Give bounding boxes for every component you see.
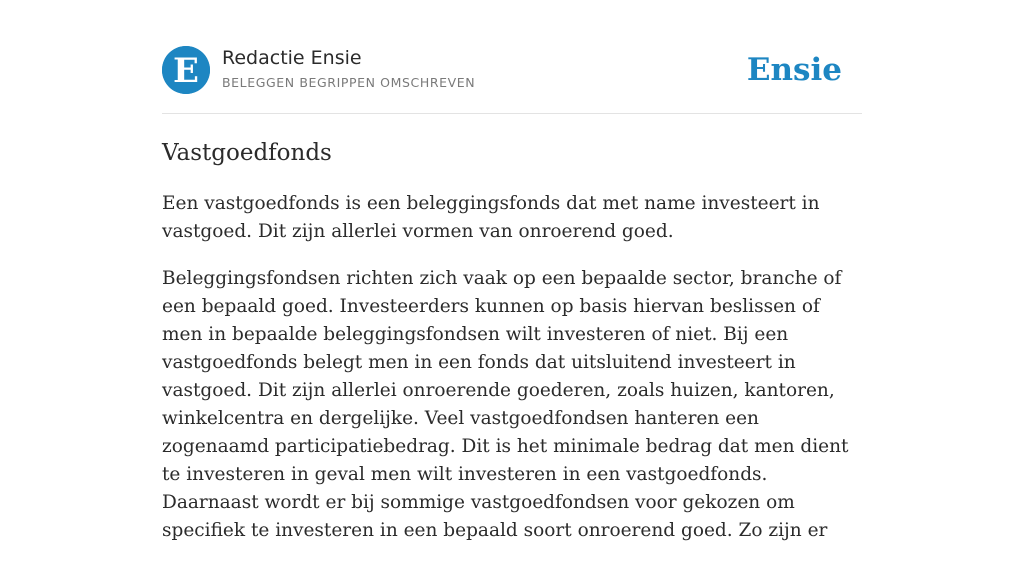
ensie-e-logo-icon — [162, 46, 210, 94]
article-paragraph: Een vastgoedfonds is een beleggingsfonds dat met name investeert in vastgoed. Dit zijn allerlei vormen van onroerend goed. — [162, 193, 820, 242]
header-divider — [162, 113, 862, 114]
article-title: Vastgoedfonds — [162, 140, 332, 166]
article-body — [162, 190, 862, 564]
article-paragraph: Beleggingsfondsen richten zich vaak op een bepaalde sector, branche of een bepaald goed. Investeerders kunnen op basis hiervan beslissen of men in bepaalde beleggingsfondsen wilt investeren of niet. Bij een vastgoedfonds belegt men in een fonds dat uitsluitend investeert in vastgoed. Dit zijn allerlei onroerende goederen, zoals huizen, kantoren, winkelcentra en dergelijke. Veel vastgoedfondsen hanteren een zogenaamd participatiebedrag. Dit is het minimale bedrag dat men dient te investeren in geval men wilt investeren in een vastgoedfonds. Daarnaast wordt er bij sommige vastgoedfondsen voor gekozen om specifiek te investeren in een bepaald soort onroerend goed. Zo zijn er — [162, 268, 849, 541]
brand-logo[interactable]: Ensie — [746, 52, 842, 88]
author-avatar[interactable] — [162, 46, 210, 94]
author-subtitle: BELEGGEN BEGRIPPEN OMSCHREVEN — [222, 75, 476, 90]
author-header — [162, 46, 862, 96]
avatar-letter: E — [173, 51, 199, 91]
author-name[interactable]: Redactie Ensie — [222, 47, 362, 69]
